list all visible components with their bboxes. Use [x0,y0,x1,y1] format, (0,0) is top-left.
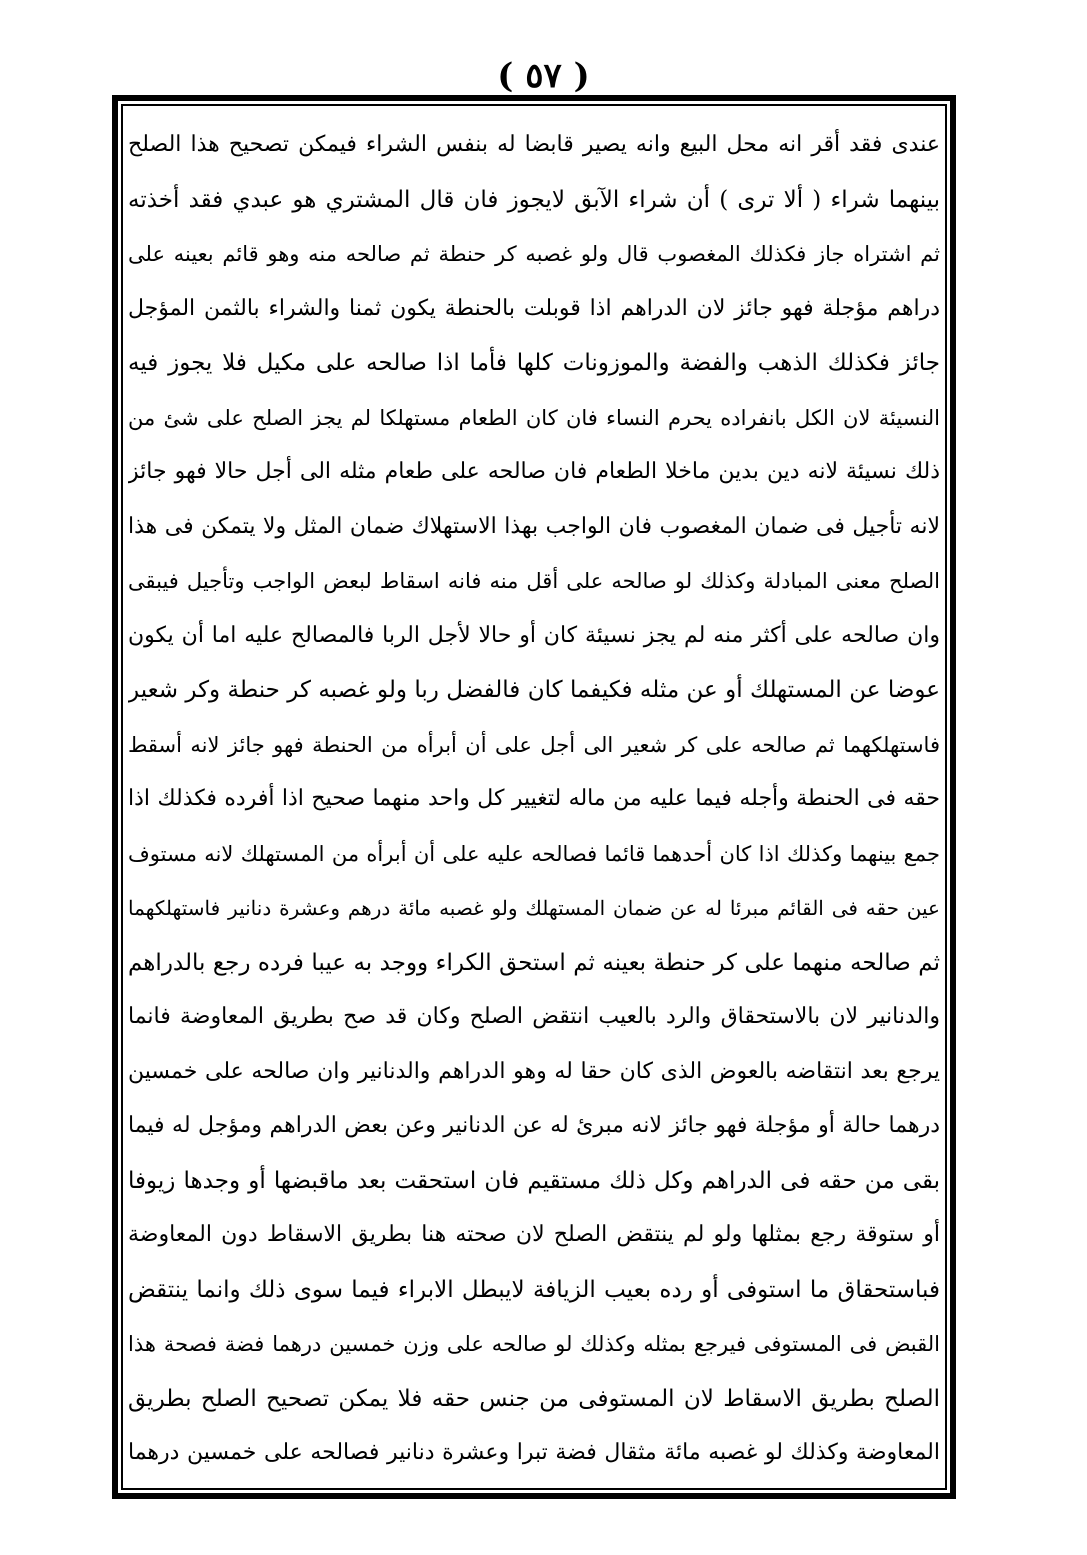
text-line: فباستحقاق ما استوفى أو رده بعيب الزيافة لايبطل الابراء فيما سوى ذلك وانما ينتقض [128,1276,940,1303]
text-line: عوضا عن المستهلك أو عن مثله فكيفما كان فالفضل ربا ولو غصبه كر حنطة وكر شعير [128,677,940,703]
text-line: الصلح بطريق الاسقاط لان المستوفى من جنس حقه فلا يمكن تصحيح الصلح بطريق [128,1385,940,1412]
text-line: الصلح معنى المبادلة وكذلك لو صالحه على أقل منه فانه اسقاط لبعض الواجب وتأجيل فيبقى [128,569,940,593]
text-line: المعاوضة وكذلك لو غصبه مائة مثقال فضة تبرا وعشرة دنانير فصالحه على خمسين درهما [128,1440,940,1465]
text-line: بقى من حقه فى الدراهم وكل ذلك مستقيم فان استحقت بعد ماقبضها أو وجدها زيوفا [128,1167,940,1194]
text-line: ثم اشتراه جاز فكذلك المغصوب قال ولو غصبه كر حنطة ثم صالحه منه وهو قائم بعينه على [128,242,940,266]
text-line: ذلك نسيئة لانه دين بدين ماخلا الطعام فان صالحه على طعام مثله الى أجل حالا فهو جائز [128,459,940,484]
text-line: النسيئة لان الكل بانفراده يحرم النساء فان كان الطعام مستهلكا لم يجز الصلح على شئ من [128,405,940,430]
text-line: جمع بينهما وكذلك اذا كان أحدهما قائما فصالحه عليه على أن أبرأه من المستهلك لانه مستوف [128,841,940,866]
page-number: ( ٥٧ ) [497,56,590,96]
text-line: بينهما شراء ( ألا ترى ) أن شراء الآبق لايجوز فان قال المشتري هو عبدي فقد أخذته [128,186,940,213]
text-line: جائز فكذلك الذهب والفضة والموزونات كلها فأما اذا صالحه على مكيل فلا يجوز فيه [128,350,940,376]
text-line: عين حقه فى القائم مبرئا له عن ضمان المستهلك ولو غصبه مائة درهم وعشرة دنانير فاستهلكهما [128,896,940,920]
text-body [128,118,940,1482]
text-line: عندى فقد أقر انه محل البيع وانه يصير قابضا له بنفس الشراء فيمكن تصحيح هذا الصلح [128,132,940,157]
text-line: وان صالحه على أكثر منه لم يجز نسيئة كان أو حالا لأجل الربا فالمصالح عليه اما أن يكون [128,622,940,648]
text-line: درهما حالة أو مؤجلة فهو جائز لانه مبرئ له عن الدنانير وعن بعض الدراهم ومؤجل له فيما [128,1113,940,1138]
text-line: حقه فى الحنطة وأجله فيما عليه من ماله لتغيير كل واحد منهما صحيح اذا أفرده فكذلك اذا [128,786,940,811]
text-line: فاستهلكهما ثم صالحه على كر شعير الى أجل على أن أبرأه من الحنطة فهو جائز لانه أسقط [128,732,940,757]
text-line: ثم صالحه منهما على كر حنطة بعينه ثم استحق الكراء ووجد به عيبا فرده رجع بالدراهم [128,949,940,976]
text-line: والدنانير لان بالاستحقاق والرد بالعيب انتقض الصلح وكان قد صح بطريق المعاوضة فانما [128,1004,940,1029]
text-line: لانه تأجيل فى ضمان المغصوب فان الواجب بهذا الاستهلاك ضمان المثل ولا يتمكن فى هذا [128,513,940,539]
text-line: دراهم مؤجلة فهو جائز لان الدراهم اذا قوبلت بالحنطة يكون ثمنا والشراء بالثمن المؤجل [128,295,940,321]
text-line: أو ستوقة رجع بمثلها ولو لم ينتقض الصلح لان صحته هنا بطريق الاسقاط دون المعاوضة [128,1222,940,1247]
text-line: يرجع بعد انتقاضه بالعوض الذى كان حقا له وهو الدراهم والدنانير وان صالحه على خمسين [128,1058,940,1084]
text-line: القبض فى المستوفى فيرجع بمثله وكذلك لو صالحه على وزن خمسين درهما فضة فصحة هذا [128,1332,940,1356]
